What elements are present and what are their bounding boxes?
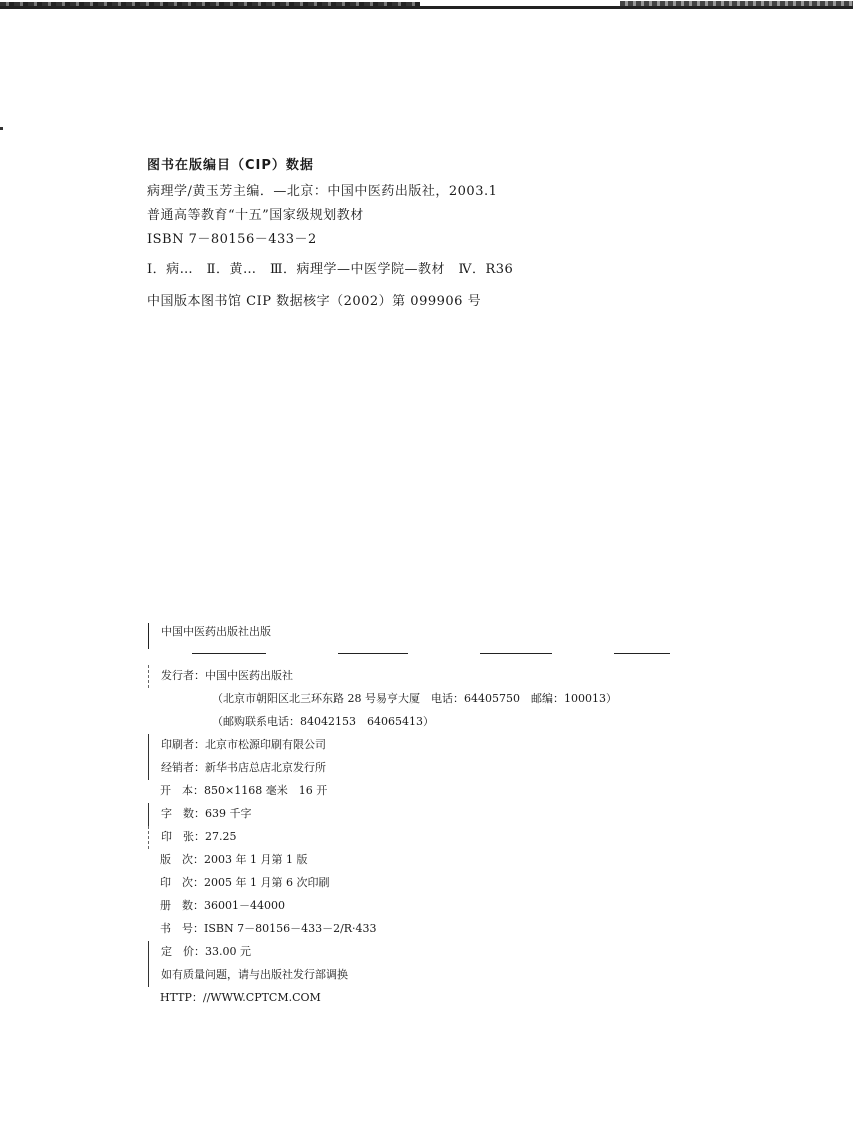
print-sheets-value: 27.25 <box>205 830 237 843</box>
mail-order-line: （邮购联系电话：84042153 64065413） <box>212 715 434 728</box>
word-count-label: 字 数： <box>161 807 205 820</box>
distributor-line <box>148 665 708 688</box>
separator-rule <box>480 653 552 654</box>
copies-value: 36001－44000 <box>204 899 285 912</box>
cip-title-author-line: 病理学/黄玉芳主编．—北京：中国中医药出版社，2003.1 <box>147 184 498 199</box>
cip-title: 图书在版编目（CIP）数据 <box>147 158 314 173</box>
distributor-value: 中国中医药出版社 <box>205 669 293 682</box>
website-line: HTTP：//WWW.CPTCM.COM <box>160 991 321 1004</box>
price-line <box>148 941 708 964</box>
seller-line <box>148 757 708 780</box>
price-label: 定 价： <box>161 945 205 958</box>
printer-line <box>148 734 708 757</box>
format-value: 850×1168 毫米 16 开 <box>204 784 328 797</box>
separator-rule <box>338 653 408 654</box>
printing-value: 2005 年 1 月第 6 次印刷 <box>204 876 330 889</box>
cip-isbn-line: ISBN 7－80156－433－2 <box>147 232 317 247</box>
format-line <box>148 780 708 803</box>
book-number-label: 书 号： <box>160 922 204 935</box>
imprint-block <box>148 623 708 1010</box>
distributor-label: 发行者： <box>161 669 205 682</box>
copies-line <box>148 895 708 918</box>
scan-margin-mark <box>0 127 3 130</box>
price-value: 33.00 元 <box>205 945 251 958</box>
print-sheets-line <box>148 826 708 849</box>
printing-line <box>148 872 708 895</box>
seller-label: 经销者： <box>161 761 205 774</box>
printing-label: 印 次： <box>160 876 204 889</box>
quality-note-line: 如有质量问题，请与出版社发行部调换 <box>148 964 708 987</box>
cip-verification-line: 中国版本图书馆 CIP 数据核字（2002）第 099906 号 <box>147 294 482 309</box>
cip-subject-line: Ⅰ．病… Ⅱ．黄… Ⅲ．病理学—中医学院—教材 Ⅳ．R36 <box>147 262 514 277</box>
edition-line <box>148 849 708 872</box>
printer-value: 北京市松源印刷有限公司 <box>205 738 326 751</box>
cip-data-block <box>147 158 767 318</box>
print-sheets-label: 印 张： <box>161 830 205 843</box>
separator-rule <box>614 653 670 654</box>
copies-label: 册 数： <box>160 899 204 912</box>
separator-rule <box>192 653 266 654</box>
edition-value: 2003 年 1 月第 1 版 <box>204 853 308 866</box>
cip-series-line: 普通高等教育“十五”国家级规划教材 <box>147 208 364 223</box>
separator-rules <box>148 649 708 665</box>
format-label: 开 本： <box>160 784 204 797</box>
book-number-line <box>148 918 708 941</box>
book-number-value: ISBN 7－80156－433－2/R·433 <box>204 922 377 935</box>
address-line: （北京市朝阳区北三环东路 28 号易亨大厦 电话：64405750 邮编：100013） <box>212 692 617 705</box>
printer-label: 印刷者： <box>161 738 205 751</box>
seller-value: 新华书店总店北京发行所 <box>205 761 326 774</box>
edition-label: 版 次： <box>160 853 204 866</box>
scan-top-rule <box>0 6 853 9</box>
publisher-heading: 中国中医药出版社出版 <box>148 623 708 649</box>
word-count-value: 639 千字 <box>205 807 252 820</box>
scan-edge-artifact <box>0 0 853 14</box>
word-count-line <box>148 803 708 826</box>
